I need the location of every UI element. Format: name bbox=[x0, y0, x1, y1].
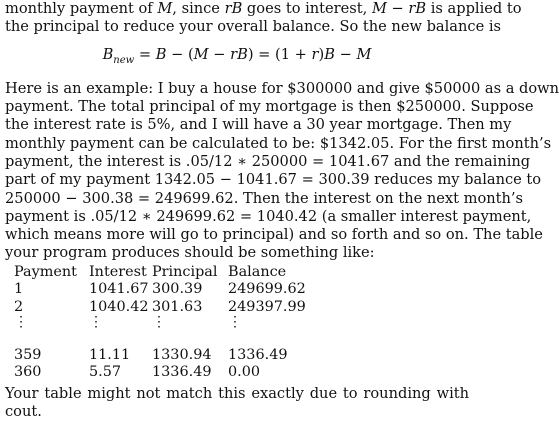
example-line-1: Here is an example: I buy a house for $300000 and give $50000 as a down bbox=[5, 79, 559, 97]
cell-balance: 249397.99 bbox=[228, 298, 306, 315]
cell-balance: 1336.49 bbox=[228, 346, 288, 363]
vertical-ellipsis: ⋮ bbox=[89, 313, 103, 330]
example-line-2: payment. The total principal of my mortgage is then $250000. Suppose bbox=[5, 98, 534, 116]
table-row bbox=[14, 281, 338, 299]
header-balance: Balance bbox=[228, 263, 287, 280]
cell-principal: 300.39 bbox=[152, 281, 203, 298]
ellipsis-cell bbox=[228, 313, 338, 347]
cell-payment: 359 bbox=[14, 346, 42, 363]
balance-equation: $B_{new} = B - (M - rB) = (1 + r)B - M$ bbox=[102, 45, 372, 66]
amortization-table bbox=[14, 264, 338, 382]
cell-principal: 1336.49 bbox=[152, 364, 212, 381]
intro-line-2: the principal to reduce your overall balance. So the new balance is bbox=[5, 18, 502, 36]
table-header-row bbox=[14, 264, 338, 282]
footer-note: Your table might not match this exactly due to rounding with cout. bbox=[5, 384, 469, 421]
example-line-10: your program produces should be something like: bbox=[5, 244, 375, 262]
header-payment: Payment bbox=[14, 263, 77, 280]
vertical-ellipsis: ⋮ bbox=[228, 313, 242, 330]
intro-paragraph bbox=[5, 0, 522, 37]
table-row bbox=[14, 347, 338, 365]
cell-payment: 360 bbox=[14, 364, 42, 381]
example-line-8: payment is .05/12 ∗ 249699.62 = 1040.42 (a smaller interest payment, bbox=[5, 207, 532, 225]
cell-principal: 301.63 bbox=[152, 298, 203, 315]
example-line-6: part of my payment 1342.05 − 1041.67 = 300.39 reduces my balance to bbox=[5, 171, 542, 189]
cell-payment: 1 bbox=[14, 281, 24, 298]
example-line-3: the interest rate is 5%, and I will have a 30 year mortgage. Then my bbox=[5, 116, 512, 134]
cell-payment: 2 bbox=[14, 298, 24, 315]
example-line-7: 250000 − 300.38 = 249699.62. Then the interest on the next month’s bbox=[5, 189, 524, 207]
ellipsis-row bbox=[14, 317, 338, 347]
cell-interest: 5.57 bbox=[89, 364, 122, 381]
example-line-5: payment, the interest is .05/12 ∗ 250000 = 1041.67 and the remaining bbox=[5, 152, 531, 170]
example-paragraph bbox=[5, 79, 559, 263]
cell-balance: 249699.62 bbox=[228, 281, 306, 298]
ellipsis-cell bbox=[14, 313, 89, 347]
example-line-4: monthly payment can be calculated to be: $1342.05. For the first month’s bbox=[5, 134, 552, 152]
document-page bbox=[5, 0, 559, 421]
ellipsis-cell bbox=[152, 313, 228, 347]
cell-principal: 1330.94 bbox=[152, 346, 212, 363]
header-interest: Interest bbox=[89, 263, 147, 280]
table-row bbox=[14, 299, 338, 317]
table-row bbox=[14, 364, 338, 382]
intro-line-1: monthly payment of M, since rB goes to interest, M − rB is applied to bbox=[5, 0, 522, 17]
cell-interest: 1040.42 bbox=[89, 298, 149, 315]
example-line-9: which means more will go to principal) and so forth and so on. The table bbox=[5, 226, 543, 244]
ellipsis-cell bbox=[89, 313, 152, 347]
cell-interest: 1041.67 bbox=[89, 281, 149, 298]
cell-interest: 11.11 bbox=[89, 346, 131, 363]
vertical-ellipsis: ⋮ bbox=[14, 313, 28, 330]
cell-balance: 0.00 bbox=[228, 364, 261, 381]
header-principal: Principal bbox=[152, 263, 218, 280]
vertical-ellipsis: ⋮ bbox=[152, 313, 166, 330]
